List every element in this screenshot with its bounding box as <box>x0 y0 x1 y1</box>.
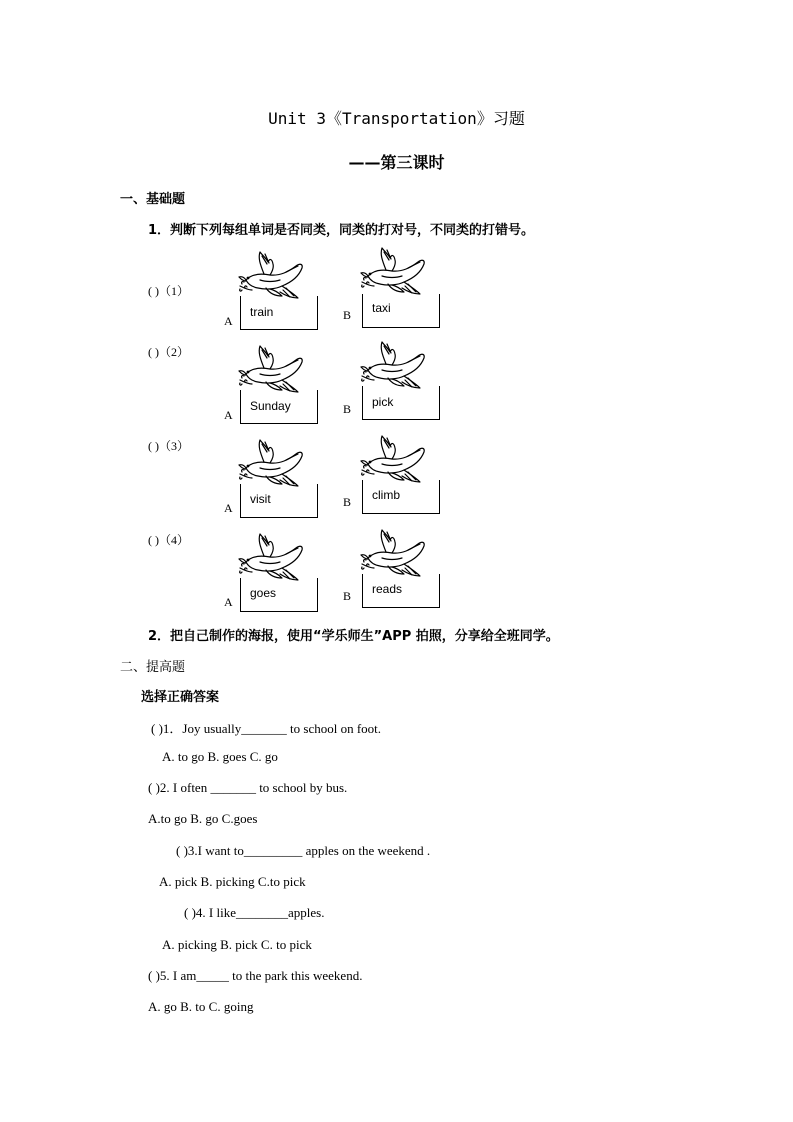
section-subheading: 选择正确答案 <box>141 690 220 705</box>
option-label-a: A <box>224 501 233 515</box>
mc-question-1: ( )1．Joy usually_______ to school on foot. <box>151 721 382 736</box>
word-a: goes <box>250 586 277 600</box>
word-a: Sunday <box>250 399 291 413</box>
mc-question-3: ( )3.I want to_________ apples on the weekend . <box>176 843 431 858</box>
answer-paren-2[interactable]: ( )（2） <box>148 345 189 359</box>
option-label-b: B <box>343 495 352 509</box>
dove-icon <box>358 340 428 392</box>
word-b: taxi <box>372 301 391 315</box>
option-label-b: B <box>343 402 352 416</box>
mc-options-4: A. picking B. pick C. to pick <box>162 937 312 952</box>
word-b: climb <box>372 488 401 502</box>
question-1-instruction: 1．判断下列每组单词是否同类，同类的打对号，不同类的打错号。 <box>148 223 535 238</box>
option-label-a: A <box>224 595 233 609</box>
dove-icon <box>358 246 428 298</box>
word-a: train <box>250 305 274 319</box>
dove-icon <box>236 250 306 302</box>
mc-question-2: ( )2. I often _______ to school by bus. <box>148 780 348 795</box>
word-a: visit <box>250 492 271 506</box>
dove-icon <box>358 528 428 580</box>
dove-icon <box>358 434 428 486</box>
mc-options-2: A.to go B. go C.goes <box>148 811 258 826</box>
section-heading-advanced: 二、提高题 <box>120 660 186 675</box>
option-label-b: B <box>343 589 352 603</box>
question-2-instruction: 2．把自己制作的海报，使用“学乐师生”APP 拍照，分享给全班同学。 <box>148 629 559 644</box>
section-heading-basic: 一、基础题 <box>120 192 186 207</box>
dove-icon <box>236 532 306 584</box>
dove-icon <box>236 344 306 396</box>
answer-paren-3[interactable]: ( )（3） <box>148 439 189 453</box>
word-b: pick <box>372 395 394 409</box>
dove-icon <box>236 438 306 490</box>
mc-question-5: ( )5. I am_____ to the park this weekend. <box>148 968 363 983</box>
option-label-b: B <box>343 308 352 322</box>
word-b: reads <box>372 582 403 596</box>
mc-options-1: A. to go B. goes C. go <box>162 749 278 764</box>
document-title: Unit 3《Transportation》习题 <box>268 109 525 128</box>
mc-question-4: ( )4. I like________apples. <box>184 905 325 920</box>
option-label-a: A <box>224 314 233 328</box>
document-subtitle: ——第三课时 <box>348 153 445 172</box>
mc-options-5: A. go B. to C. going <box>148 999 254 1014</box>
mc-options-3: A. pick B. picking C.to pick <box>159 874 306 889</box>
answer-paren-1[interactable]: ( )（1） <box>148 284 189 298</box>
answer-paren-4[interactable]: ( )（4） <box>148 533 189 547</box>
option-label-a: A <box>224 408 233 422</box>
